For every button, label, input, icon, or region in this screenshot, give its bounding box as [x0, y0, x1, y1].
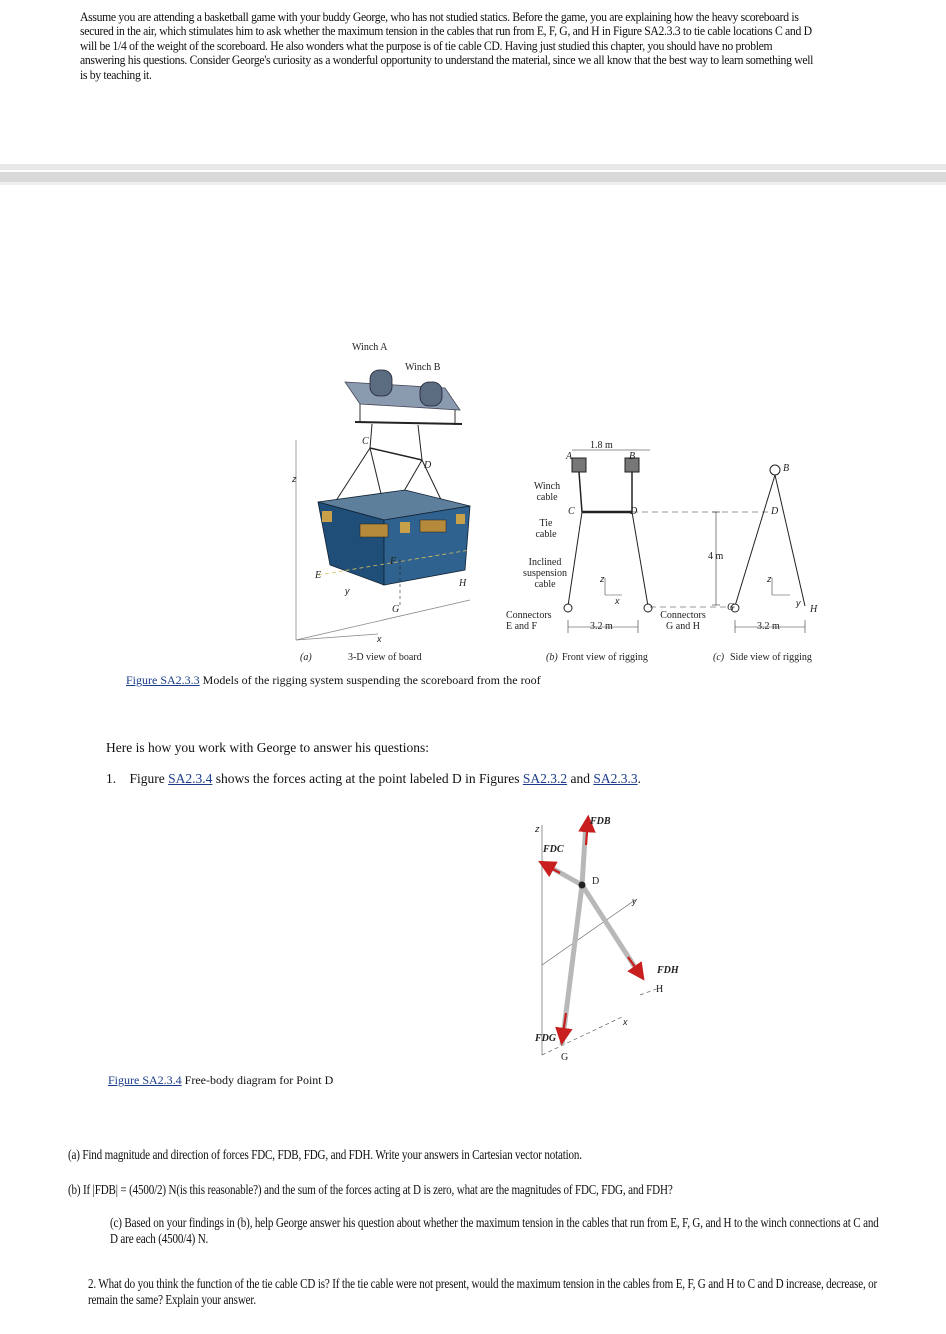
label-g: G — [561, 1052, 569, 1063]
item-text: Figure — [129, 771, 169, 786]
axis-z: z — [535, 824, 540, 834]
figure-link[interactable]: Figure SA2.3.4 — [108, 1073, 182, 1087]
label-f: F — [390, 556, 397, 567]
axis-y: y — [345, 586, 350, 596]
label-e: E — [315, 570, 322, 581]
view-3d — [296, 370, 470, 640]
label-h: H — [459, 578, 467, 589]
label-a: A — [566, 451, 573, 462]
dim-4m: 4 m — [708, 551, 724, 562]
axis-z: z — [292, 474, 297, 484]
dim-3-2m: 3.2 m — [757, 621, 780, 632]
axis-y: y — [632, 896, 637, 906]
axis-z: z — [600, 574, 605, 584]
label-winch-a: Winch A — [352, 342, 388, 353]
label-f-dh: FDH — [657, 965, 679, 976]
label-b: B — [629, 451, 636, 462]
divider — [0, 172, 946, 182]
label-f-db: FDB — [590, 816, 611, 827]
caption-front: Front view of rigging — [562, 652, 648, 663]
axis-x: x — [615, 596, 620, 606]
figure-link[interactable]: SA2.3.3 — [593, 771, 638, 786]
tag-c: (c) — [713, 652, 725, 663]
intro-paragraph: Assume you are attending a basketball game with your buddy George, who has not studied statics. Before the game, you are explaining how the heavy scoreboard is secured in the air, which stimulates him to ask whether the maximum tension in the cables that run from E, F, G, and H in Figure SA2.3.3 to tie cable locations C and D will be 1/4 of the weight of the scoreboard. He also wonders what the purpose is of tie cable CD. Having just studied this chapter, you should have no problem answering his questions. Consider George's curiosity as a wonderful opportunity to understand the material, since we all know that the best way to learn something well is by teaching it. — [80, 10, 814, 82]
work-intro: Here is how you work with George to answer his questions: — [106, 740, 429, 755]
tag-a: (a) — [300, 652, 312, 663]
label-d: D — [630, 506, 638, 517]
figure-caption — [108, 1073, 333, 1088]
label-g: G — [392, 604, 400, 615]
label-d: D — [771, 506, 779, 517]
axis-x: x — [623, 1017, 628, 1027]
label-c: C — [362, 436, 369, 447]
label-c: C — [568, 506, 575, 517]
question-2: 2. What do you think the function of the tie cable CD is? If the tie cable were not present, would the maximum tension in the cables from E, F, G and H to C and D increase, decrease, or remain the same? Explain your answer. — [88, 1276, 878, 1307]
caption-3d: 3-D view of board — [348, 652, 422, 663]
axis-z: z — [767, 574, 772, 584]
dim-1-8m: 1.8 m — [590, 440, 613, 451]
label-winch-b: Winch B — [405, 362, 441, 373]
dim-3-2m: 3.2 m — [590, 621, 613, 632]
divider — [0, 182, 946, 185]
item-number: 1. — [106, 771, 117, 786]
figure-caption — [126, 673, 541, 688]
label-tie-cable: Tie cable — [535, 518, 557, 540]
divider — [0, 164, 946, 170]
label-g: G — [727, 602, 735, 613]
label-winch-cable: Winch cable — [533, 481, 561, 503]
figure-caption-text: Free-body diagram for Point D — [184, 1073, 334, 1087]
figure-link[interactable]: SA2.3.2 — [522, 771, 568, 786]
label-b: B — [783, 463, 790, 474]
question-c: (c) Based on your findings in (b), help George answer his question about whether the maximum tension in the cables that run from E, F, G, and H to the winch connections at C and D are each (4500/4) N. — [110, 1215, 879, 1246]
axis-y: y — [796, 598, 801, 608]
rigging-figure — [0, 330, 946, 670]
label-connectors-gh: Connectors G and H — [660, 610, 706, 632]
axis-x: x — [377, 634, 382, 644]
label-d: D — [424, 460, 432, 471]
item-text: . — [637, 771, 641, 786]
view-front — [564, 450, 770, 633]
caption-side: Side view of rigging — [730, 652, 812, 663]
free-body-diagram — [500, 805, 720, 1075]
question-a: (a) Find magnitude and direction of forces FDC, FDB, FDG, and FDH. Write your answers in Cartesian vector notation. — [68, 1147, 582, 1162]
tag-b: (b) — [546, 652, 558, 663]
figure-link[interactable]: SA2.3.4 — [168, 771, 213, 786]
label-f-dc: FDC — [543, 844, 564, 855]
item-text: shows the forces acting at the point labeled D in Figures — [212, 771, 523, 786]
label-f-dg: FDG — [535, 1033, 557, 1044]
figure-link[interactable]: Figure SA2.3.3 — [126, 673, 200, 687]
item-text: and — [567, 771, 594, 786]
label-h: H — [656, 984, 664, 995]
question-b: (b) If |FDB| = (4500/2) N(is this reasonable?) and the sum of the forces acting at D is zero, what are the magnitudes of FDC, FDG, and FDH? — [68, 1182, 673, 1197]
label-d: D — [592, 876, 600, 887]
label-inclined-cable: Inclined suspension cable — [523, 557, 567, 590]
figure-caption-text: Models of the rigging system suspending the scoreboard from the roof — [202, 673, 541, 687]
label-connectors-ef: Connectors E and F — [506, 610, 552, 632]
question-1 — [106, 771, 641, 787]
label-h: H — [810, 604, 818, 615]
